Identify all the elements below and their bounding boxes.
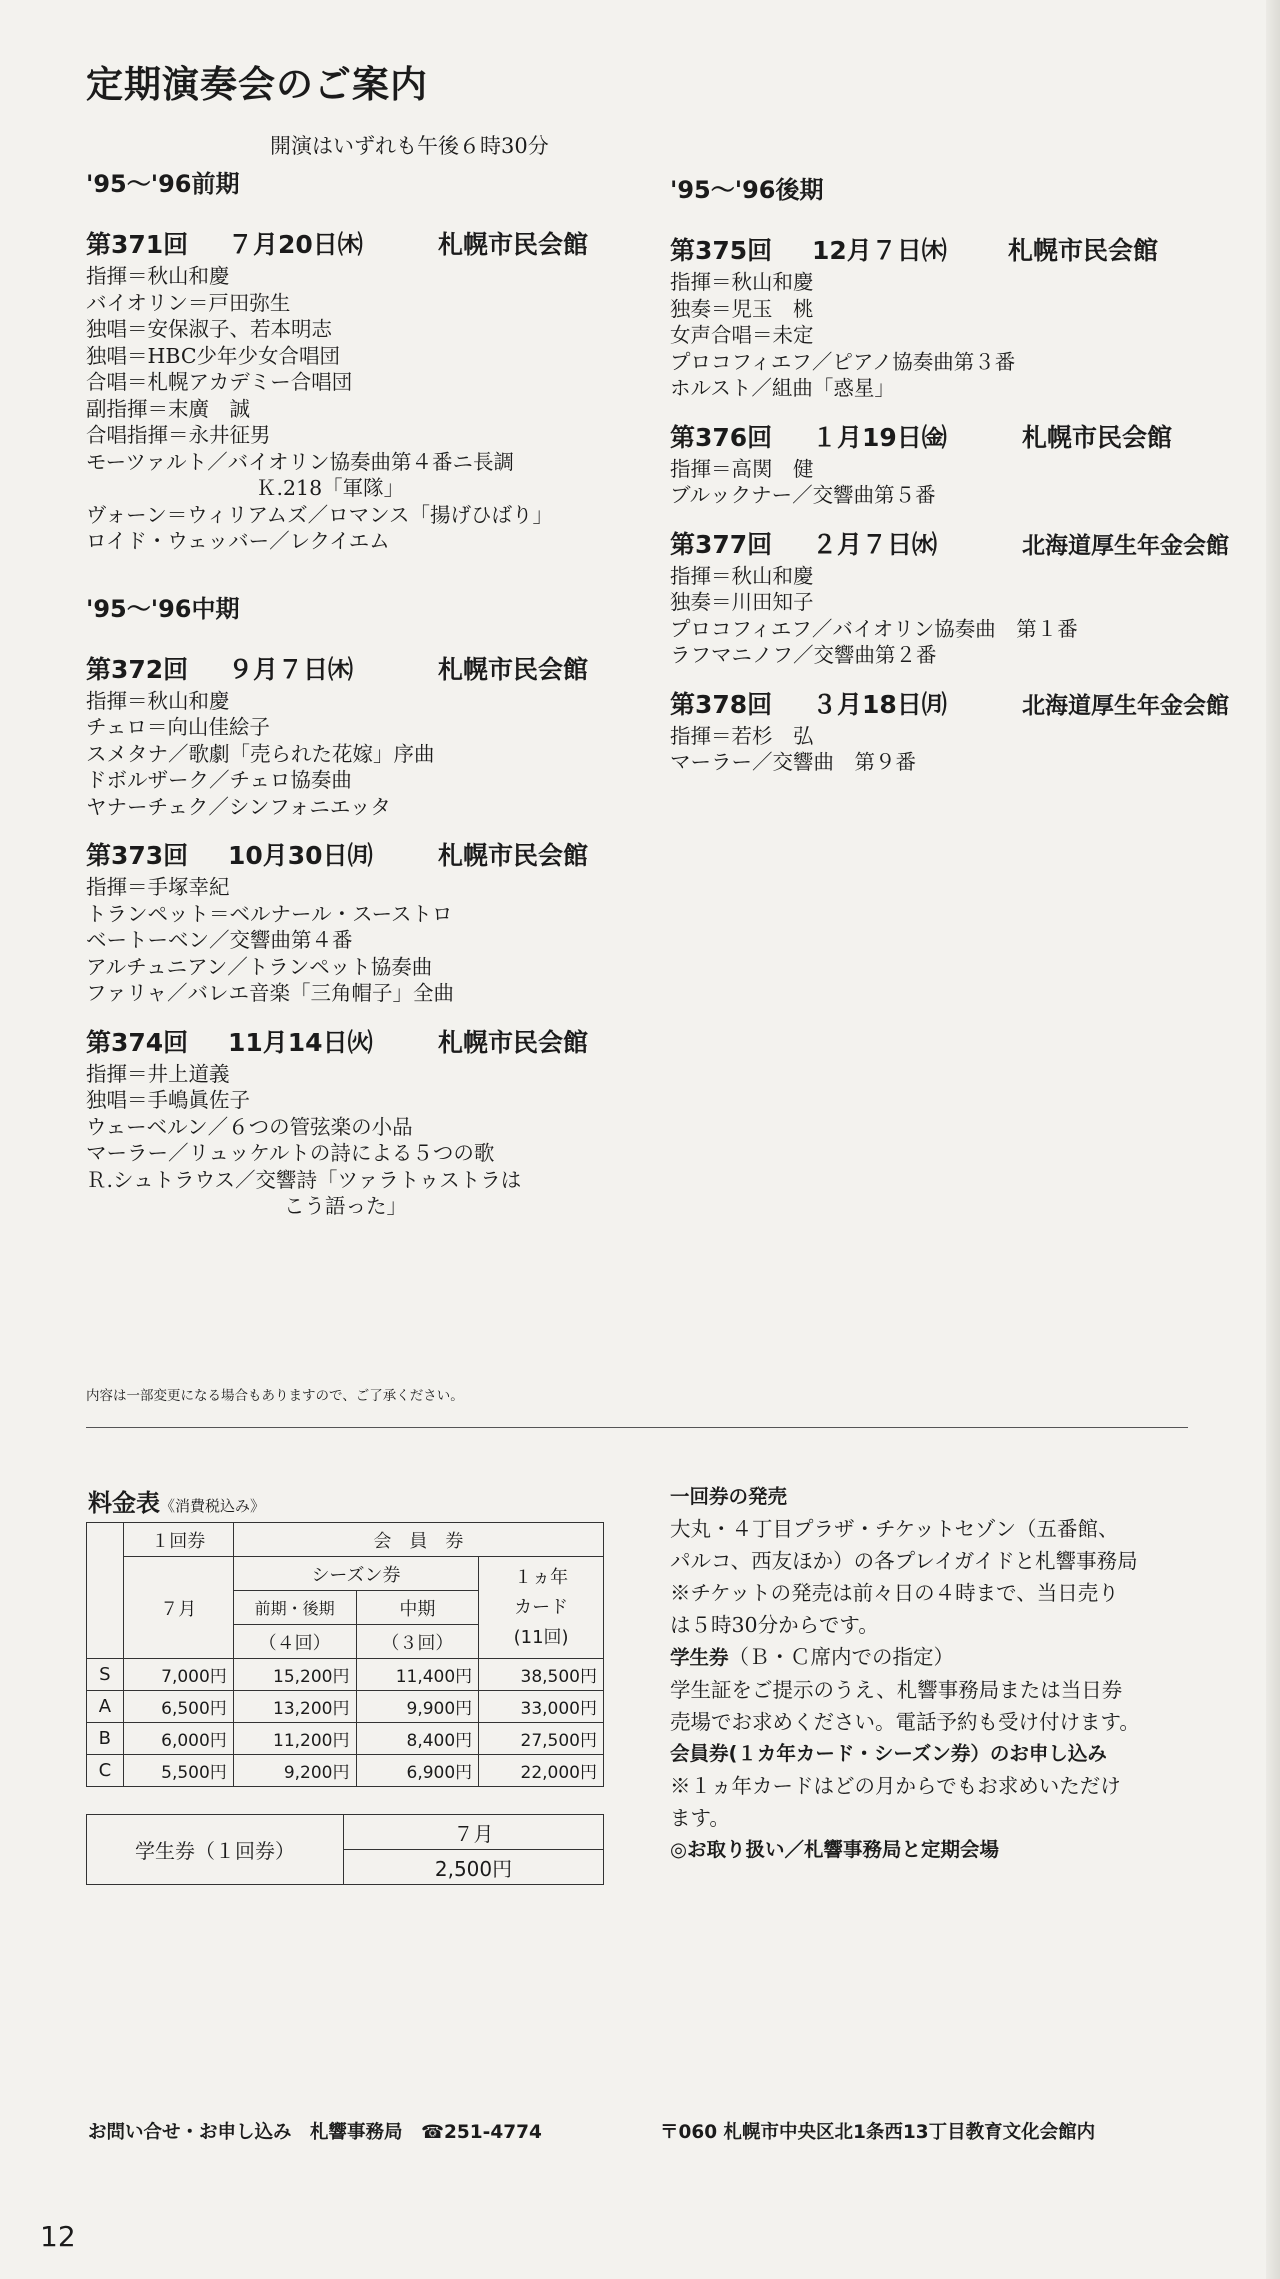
concert-line: ホルスト／組曲「惑星」 bbox=[670, 376, 895, 400]
tax-note: 《消費税込み》 bbox=[160, 1497, 266, 1515]
concert-line: ロイド・ウェッバー／レクイエム bbox=[86, 529, 390, 553]
concert-line: ドボルザーク／チェロ協奏曲 bbox=[86, 768, 352, 792]
page-edge bbox=[1266, 0, 1280, 2279]
concert-line: 指揮＝若杉 弘 bbox=[670, 723, 814, 748]
header-first-latter-count: （４回） bbox=[233, 1625, 356, 1659]
price-table bbox=[86, 1522, 604, 1787]
concert-line: 女声合唱＝未定 bbox=[670, 323, 814, 347]
header-first-latter: 前期・後期 bbox=[233, 1591, 356, 1625]
concert-line: アルチュニアン／トランペット協奏曲 bbox=[86, 954, 433, 979]
concert-line: 指揮＝秋山和慶 bbox=[86, 688, 230, 713]
concert-heading: 第376回 １月19日㈮ 札幌市民会館 bbox=[670, 422, 1173, 452]
concert-374 bbox=[86, 1023, 626, 1220]
header-member: 会 員 券 bbox=[233, 1523, 603, 1557]
divider bbox=[86, 1427, 1188, 1428]
concert-line: 指揮＝秋山和慶 bbox=[670, 563, 814, 588]
price-row: S 7,000円 15,200円 11,400円 38,500円 bbox=[87, 1659, 604, 1691]
concert-373 bbox=[86, 836, 626, 1007]
concert-line: こう語った」 bbox=[284, 1194, 407, 1218]
concert-heading: 第371回 ７月20日㈭ 札幌市民会館 bbox=[86, 230, 589, 259]
concert-line: 独唱＝安保淑子、若本明志 bbox=[86, 317, 332, 341]
page-subtitle: 開演はいずれも午後６時30分 bbox=[270, 134, 549, 158]
concert-line: トランペット＝ベルナール・スーストロ bbox=[86, 901, 453, 926]
price-row: A 6,500円 13,200円 9,900円 33,000円 bbox=[87, 1691, 604, 1723]
price-table-title: 料金表《消費税込み》 bbox=[88, 1489, 266, 1517]
price-row: B 6,000円 11,200円 8,400円 27,500円 bbox=[87, 1723, 604, 1755]
page-number: 12 bbox=[40, 2220, 76, 2253]
concert-line: マーラー／交響曲 第９番 bbox=[670, 750, 916, 774]
student-ticket-label: 学生券（１回券） bbox=[87, 1815, 344, 1885]
concert-372 bbox=[86, 650, 626, 821]
price-row: C 5,500円 9,200円 6,900円 22,000円 bbox=[87, 1755, 604, 1787]
concert-heading: 第375回 12月７日㈭ 札幌市民会館 bbox=[670, 236, 1159, 265]
period-heading-middle: '95〜'96中期 bbox=[86, 594, 240, 623]
header-yearcard: １ヵ年 カード (11回) bbox=[479, 1557, 604, 1659]
concert-line: バイオリン＝戸田弥生 bbox=[86, 290, 291, 315]
concert-line: ヤナーチェク／シンフォニエッタ bbox=[86, 794, 391, 819]
concert-line: 指揮＝秋山和慶 bbox=[670, 270, 814, 294]
concert-line: 独唱＝HBC少年少女合唱団 bbox=[86, 343, 341, 368]
concert-line: スメタナ／歌劇「売られた花嫁」序曲 bbox=[86, 741, 435, 766]
concert-line: ブルックナー／交響曲第５番 bbox=[670, 483, 936, 507]
concert-375 bbox=[670, 231, 1230, 402]
info-handling: ◎お取り扱い／札響事務局と定期会場 bbox=[670, 1838, 1000, 1861]
header-middle-count: （３回） bbox=[356, 1625, 479, 1659]
concert-heading: 第374回 11月14日㈫ 札幌市民会館 bbox=[86, 1027, 589, 1057]
concert-line: プロコフィエフ／バイオリン協奏曲 第１番 bbox=[670, 616, 1078, 641]
concert-line: 合唱＝札幌アカデミー合唱団 bbox=[86, 370, 353, 394]
info-heading-single: 一回券の発売 bbox=[670, 1485, 788, 1508]
concert-line: 合唱指揮＝永井征男 bbox=[86, 423, 271, 447]
concert-line: 指揮＝秋山和慶 bbox=[86, 264, 230, 288]
concert-line: 指揮＝手塚幸紀 bbox=[86, 875, 230, 899]
student-month: ７月 bbox=[344, 1815, 604, 1850]
period-heading-first: '95〜'96前期 bbox=[86, 170, 240, 198]
concert-heading: 第373回 10月30日㈪ 札幌市民会館 bbox=[86, 841, 589, 870]
concert-heading: 第378回 ３月18日㈪ 北海道厚生年金会館 bbox=[670, 689, 1229, 719]
info-heading-student: 学生券 bbox=[670, 1646, 729, 1669]
concert-line: ラフマニノフ／交響曲第２番 bbox=[670, 643, 937, 667]
concert-line: 指揮＝高関 健 bbox=[670, 456, 814, 481]
concert-line: Ｒ.シュトラウス／交響詩「ツァラトゥストラは bbox=[86, 1167, 522, 1192]
concert-line: ウェーベルン／６つの管弦楽の小品 bbox=[86, 1114, 413, 1139]
header-month: ７月 bbox=[123, 1557, 233, 1659]
concert-heading: 第372回 ９月７日㈭ 札幌市民会館 bbox=[86, 654, 589, 684]
footer-address: 〒060 札幌市中央区北1条西13丁目教育文化会館内 bbox=[660, 2122, 1096, 2143]
concert-line: 副指揮＝末廣 誠 bbox=[86, 396, 250, 421]
concert-line: チェロ＝向山佳絵子 bbox=[86, 715, 270, 739]
period-heading-latter: '95〜'96後期 bbox=[670, 176, 824, 204]
student-price: 2,500円 bbox=[344, 1850, 604, 1885]
page-title: 定期演奏会のご案内 bbox=[86, 63, 428, 106]
footer-contact: お問い合せ・お申し込み 札響事務局 ☎251-4774 bbox=[88, 2122, 542, 2143]
concert-line: プロコフィエフ／ピアノ協奏曲第３番 bbox=[670, 349, 1016, 374]
concert-heading: 第377回 ２月７日㈬ 北海道厚生年金会館 bbox=[670, 529, 1229, 559]
concert-376 bbox=[670, 418, 1230, 509]
concert-line: 独奏＝川田知子 bbox=[670, 590, 814, 614]
ticket-info: 一回券の発売 大丸・４丁目プラザ・チケットセゾン（五番館、 パルコ、西友ほか）の各プレイガイドと札響事務局 ※チケットの発売は前々日の４時まで、当日売り は５時30分からです。 学生券（Ｂ・Ｃ席内での指定） 学生証をご提示のうえ、札響事務局または当日券 売場でお求めください。電話予約も受け付けます。 会員券(１カ年カード・シーズン券）のお申し込み ※１ヵ年カードはどの月からでもお求めいただけ ます。 ◎お取り扱い／札響事務局と定期会場 bbox=[670, 1481, 1190, 1866]
concert-line: 独奏＝児玉 桃 bbox=[670, 296, 814, 321]
concert-line: マーラー／リュッケルトの詩による５つの歌 bbox=[86, 1141, 495, 1165]
right-column bbox=[670, 170, 1230, 792]
concert-line: Ｋ.218「軍隊」 bbox=[256, 476, 405, 500]
header-single: １回券 bbox=[123, 1523, 233, 1557]
concert-line: ファリャ／バレエ音楽「三角帽子」全曲 bbox=[86, 981, 454, 1005]
concert-371 bbox=[86, 225, 626, 555]
left-column bbox=[86, 164, 626, 1236]
change-notice: 内容は一部変更になる場合もありますので、ご了承ください。 bbox=[86, 1388, 464, 1404]
student-price-table bbox=[86, 1814, 604, 1885]
concert-line: 独唱＝手嶋眞佐子 bbox=[86, 1088, 250, 1112]
concert-line: 指揮＝井上道義 bbox=[86, 1061, 230, 1086]
concert-line: ベートーベン／交響曲第４番 bbox=[86, 928, 353, 952]
info-heading-member: 会員券(１カ年カード・シーズン券）のお申し込み bbox=[670, 1742, 1107, 1765]
concert-line: ヴォーン＝ウィリアムズ／ロマンス「揚げひばり」 bbox=[86, 502, 553, 527]
concert-line: モーツァルト／バイオリン協奏曲第４番ニ長調 bbox=[86, 449, 515, 474]
header-season: シーズン券 bbox=[233, 1557, 478, 1591]
concert-377 bbox=[670, 525, 1230, 669]
header-middle: 中期 bbox=[356, 1591, 479, 1625]
concert-378 bbox=[670, 685, 1230, 776]
